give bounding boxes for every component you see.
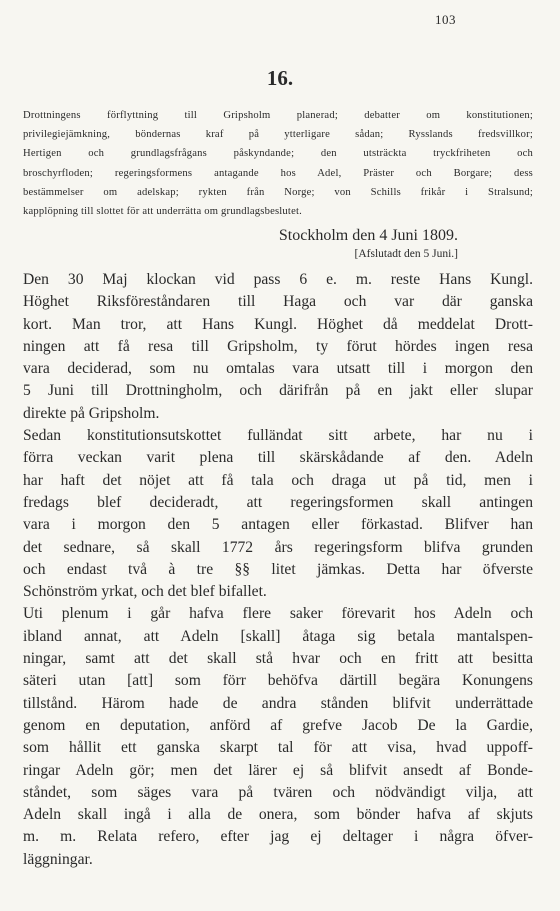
body-line: ningen att få resa till Gripsholm, ty förut hördes ingen resa bbox=[23, 337, 533, 355]
body-line: ringar Adeln gör; men det lärer ej så blifvit ansedt af Bonde- bbox=[23, 761, 533, 779]
body-line: tillstånd. Härom hade de andra stånden blifvit underrättade bbox=[23, 694, 533, 712]
chapter-summary bbox=[23, 106, 533, 221]
body-line: ningar, samt att det skall stå hvar och en fritt att besitta bbox=[23, 650, 533, 668]
summary-line: kapplöpning till slottet för att underrätta om grundlagsbeslutet. bbox=[23, 206, 302, 218]
letter-body bbox=[23, 269, 533, 871]
body-line: direkte på Gripsholm. bbox=[23, 404, 160, 422]
body-line: läggningar. bbox=[23, 850, 93, 868]
body-line: Adeln skall ingå i alla de onera, som bönder hafva af skjuts bbox=[23, 806, 533, 824]
body-line: som hållit ett ganska skarpt tal för att visa, hvad uppoff- bbox=[23, 739, 533, 757]
summary-line: bestämmelser om adelskap; rykten från Norge; von Schills frikår i Stralsund; bbox=[23, 186, 533, 198]
summary-line: Hertigen och grundlagsfrågans påskyndande; den utsträckta tryckfriheten och bbox=[23, 148, 533, 160]
body-line: förra veckan varit plena till skärskådande af den. Adeln bbox=[23, 449, 533, 467]
summary-line: broschyrfloden; regeringsformens antagande hos Adel, Präster och Borgare; dess bbox=[23, 167, 533, 179]
body-line: och endast två à tre §§ litet jämkas. Detta har öfverste bbox=[23, 560, 533, 578]
body-line: Sedan konstitutionsutskottet fulländat sitt arbete, har nu i bbox=[23, 427, 533, 445]
body-line: genom en deputation, anförd af grefve Jacob De la Gardie, bbox=[23, 716, 533, 734]
dateline: Stockholm den 4 Juni 1809. bbox=[278, 227, 458, 244]
body-line: m. m. Relata refero, efter jag ej deltager i några öfver- bbox=[23, 828, 533, 846]
summary-line: Drottningens förflyttning till Gripsholm planerad; debatter om konstitutionen; bbox=[23, 110, 533, 121]
body-line: fredags blef decideradt, att regeringsformen skall antingen bbox=[23, 493, 533, 511]
summary-line: privilegiejämkning, böndernas kraf på ytterligare sådan; Rysslands fredsvillkor; bbox=[23, 129, 533, 141]
body-line: vara i morgon den 5 antagen eller förkastad. Blifver han bbox=[23, 516, 533, 534]
body-line: 5 Juni till Drottningholm, och därifrån på en jakt eller slupar bbox=[23, 382, 533, 400]
body-line: Schönström yrkat, och det blef bifallet. bbox=[23, 583, 267, 601]
completion-note: [Afslutadt den 5 Juni.] bbox=[354, 248, 458, 260]
body-line: kort. Man tror, att Hans Kungl. Höghet då meddelat Drott- bbox=[23, 315, 533, 333]
chapter-number: 16. bbox=[266, 66, 294, 90]
body-line: det sednare, så skall 1772 års regeringsform blifva grunden bbox=[23, 538, 533, 556]
body-line: ståndet, som säges vara på tvären och nödvändigt vilja, att bbox=[23, 783, 533, 801]
body-line: har haft det nöjet att få tala och draga ut på tid, men i bbox=[23, 471, 533, 489]
page-number: 103 bbox=[435, 12, 456, 27]
body-line: Uti plenum i går hafva flere saker förevarit hos Adeln och bbox=[23, 605, 533, 623]
body-line: säteri utan [att] som förr behöfva därtill begära Konungens bbox=[23, 672, 533, 690]
body-line: Den 30 Maj klockan vid pass 6 e. m. reste Hans Kungl. bbox=[23, 271, 533, 288]
body-line: ibland annat, att Adeln [skall] åtaga sig betala mantalspen- bbox=[23, 627, 533, 645]
body-line: Höghet Riksföreståndaren till Haga och var där ganska bbox=[23, 293, 533, 311]
body-line: vara deciderad, som nu omtalas vara utsatt till i morgon den bbox=[23, 360, 533, 378]
